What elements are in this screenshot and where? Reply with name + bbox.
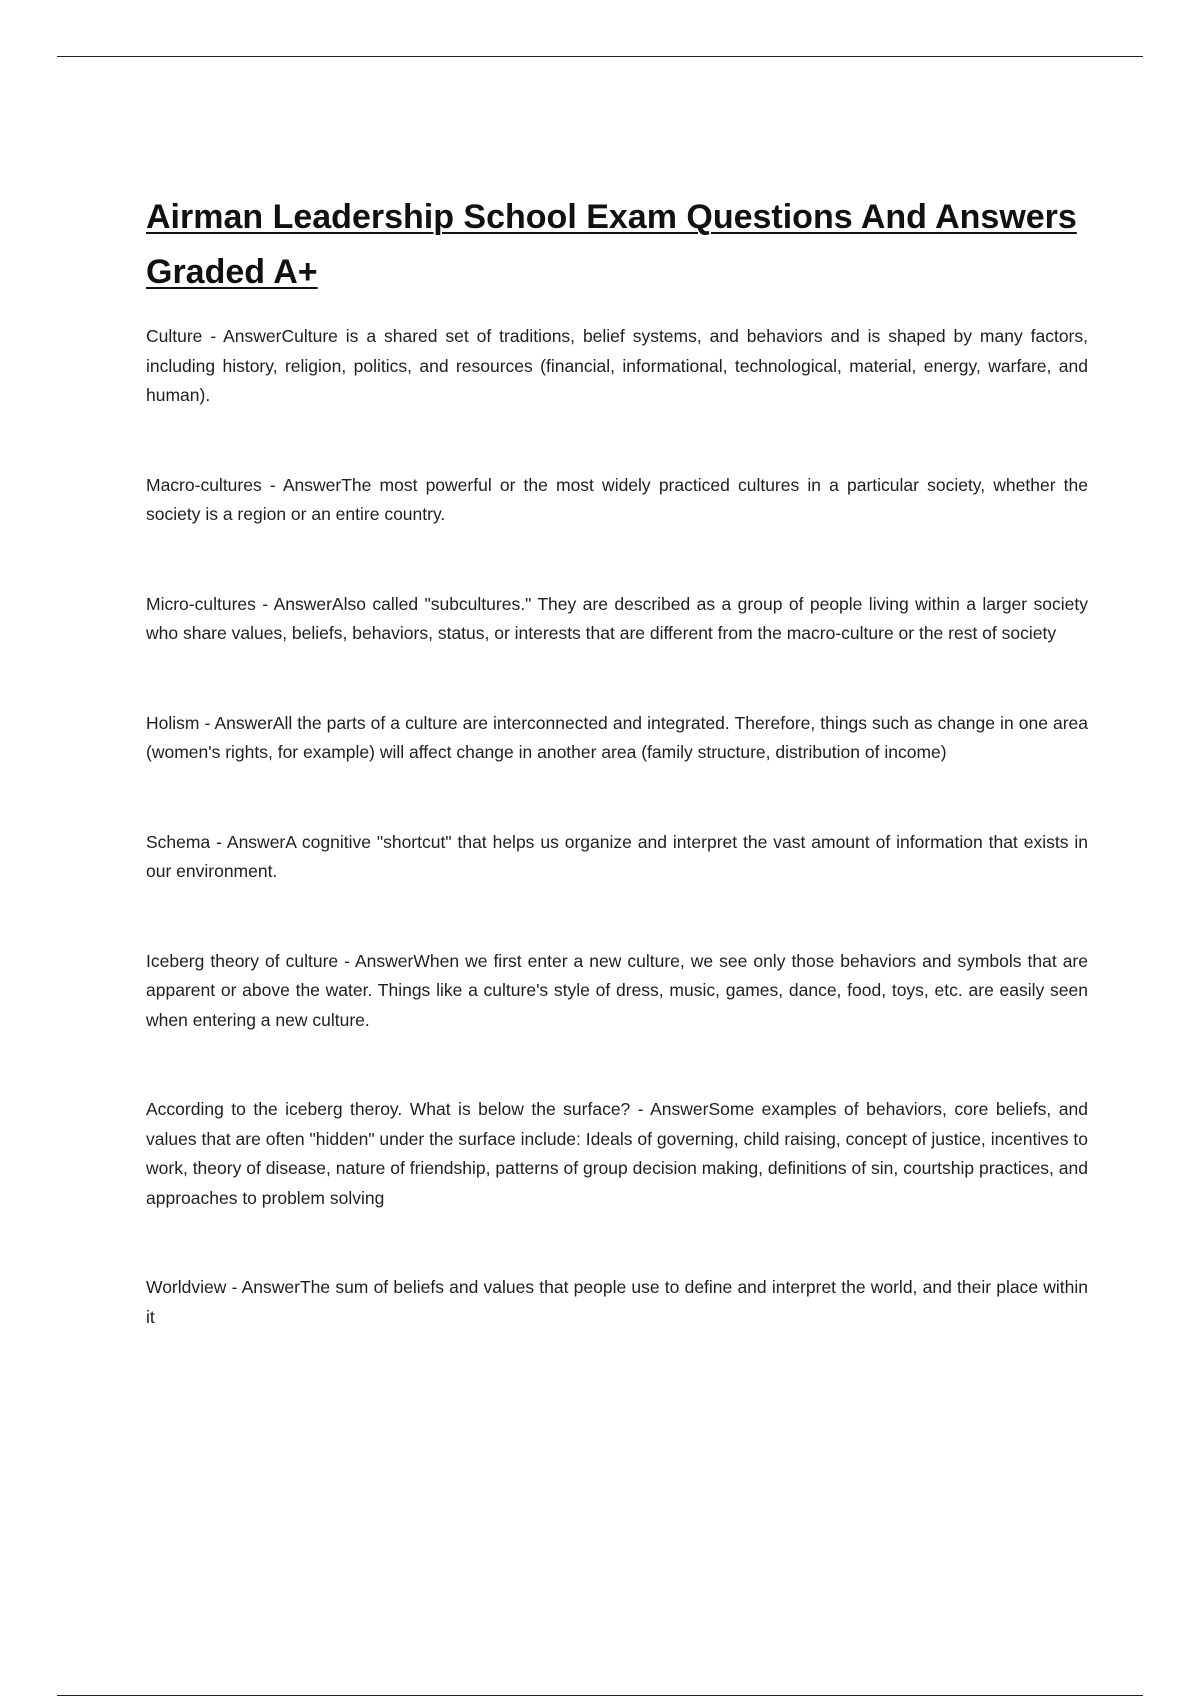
qa-answer: All the parts of a culture are interconnected and integrated. Therefore, things such as change in one area (women's rights, for example) will affect change in another area (family structure, distribution of income) [146,712,1088,762]
footer-rule [57,1695,1143,1696]
qa-term: According to the iceberg theroy. What is below the surface? [146,1099,631,1119]
qa-item [146,1095,1088,1213]
qa-term: Micro-cultures [146,593,256,614]
qa-separator: - Answer [226,1277,300,1297]
qa-term: Macro-cultures [146,474,262,495]
document-title: Airman Leadership School Exam Questions And Answers Graded A+ [146,198,1077,291]
qa-term: Iceberg theory of culture [146,950,339,971]
header-rule [57,56,1143,57]
qa-term: Holism [146,712,200,733]
qa-separator: - Answer [199,712,273,733]
qa-item [146,709,1088,768]
qa-item [146,590,1088,649]
qa-separator: - Answer [210,831,286,852]
qa-item [146,828,1088,887]
qa-separator: - Answer [338,950,414,971]
qa-separator: - Answer [630,1099,709,1119]
qa-separator: - Answer [255,593,332,614]
qa-item [146,322,1088,411]
qa-item [146,1273,1088,1332]
qa-term: Culture [146,326,203,346]
document-body [146,190,1088,1392]
qa-list [146,322,1088,1332]
qa-answer: Culture is a shared set of traditions, belief systems, and behaviors and is shaped by many factors, including history, religion, politics, and resources (financial, informational, technological, material, energy, warfare, and human). [146,326,1088,405]
qa-answer: The most powerful or the most widely practiced cultures in a particular society, whether the society is a region or an entire country. [146,474,1088,524]
qa-separator: - Answer [261,474,342,495]
qa-term: Worldview [146,1277,227,1297]
qa-answer: Some examples of behaviors, core beliefs, and values that are often "hidden" under the surface include: Ideals of governing, child raising, concept of justice, incentives to work, theory of disease, nature of friendship, patterns of group decision making, definitions of sin, courtship practices, and approaches to problem solving [146,1099,1088,1208]
qa-answer: A cognitive "shortcut" that helps us organize and interpret the vast amount of information that exists in our environment. [146,831,1088,881]
qa-item [146,947,1088,1036]
qa-separator: - Answer [202,326,282,346]
qa-answer: When we first enter a new culture, we see only those behaviors and symbols that are apparent or above the water. Things like a culture's style of dress, music, games, dance, food, toys, etc. are easily seen when entering a new culture. [146,950,1088,1030]
qa-item [146,471,1088,530]
qa-answer: Also called "subcultures." They are described as a group of people living within a larger society who share values, beliefs, behaviors, status, or interests that are different from the macro-culture or the rest of society [146,593,1088,643]
qa-answer: The sum of beliefs and values that people use to define and interpret the world, and their place within it [146,1277,1088,1327]
qa-term: Schema [146,831,211,852]
